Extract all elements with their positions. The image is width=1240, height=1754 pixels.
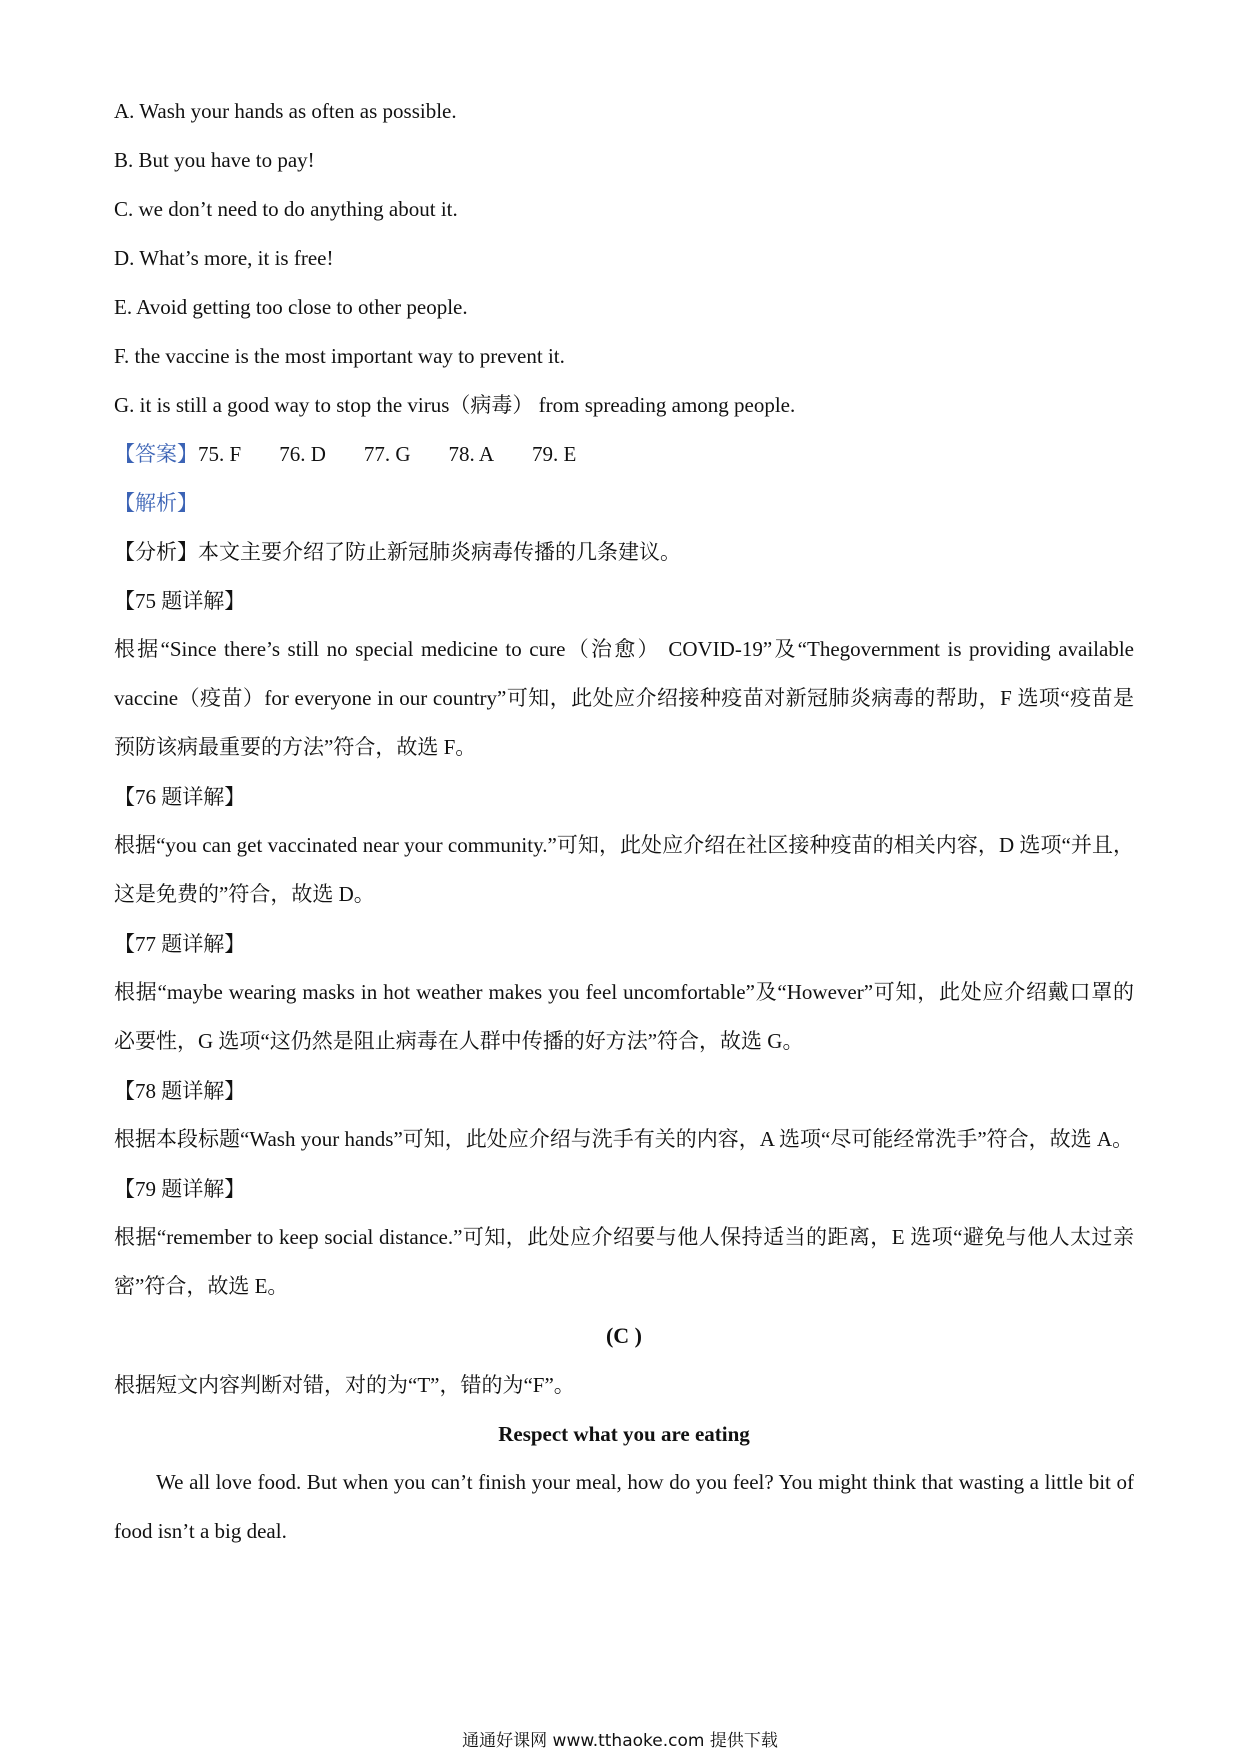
option-a: A. Wash your hands as often as possible. (114, 99, 457, 123)
summary: 【分析】本文主要介绍了防止新冠肺炎病毒传播的几条建议。 (114, 540, 681, 564)
answer-line (114, 439, 1134, 469)
passage-text: We all love food. But when you can’t finish your meal, how do you feel? You might think that wasting a little bit of food isn’t a big deal. (114, 1470, 1134, 1543)
answer-item: 79. E (532, 442, 577, 466)
passage-title: Respect what you are eating (498, 1422, 750, 1446)
option-d: D. What’s more, it is free! (114, 246, 334, 270)
detail-heading: 【79 题详解】 (114, 1177, 246, 1201)
option-e: E. Avoid getting too close to other people. (114, 295, 468, 319)
option-f: F. the vaccine is the most important way to prevent it. (114, 344, 565, 368)
document-page (114, 96, 1134, 1566)
detail-75 (114, 586, 1134, 772)
detail-text: 根据本段标题“Wash your hands”可知，此处应介绍与洗手有关的内容，A 选项“尽可能经常洗手”符合，故选 A。 (114, 1127, 1134, 1151)
detail-78 (114, 1076, 1134, 1164)
detail-heading: 【75 题详解】 (114, 589, 246, 613)
option-list (114, 96, 1134, 420)
detail-heading: 【77 题详解】 (114, 932, 246, 956)
detail-heading: 【78 题详解】 (114, 1079, 246, 1103)
detail-text: 根据“maybe wearing masks in hot weather makes you feel uncomfortable”及“However”可知，此处应介绍戴口罩的必要性，G 选项“这仍然是阻止病毒在人群中传播的好方法”符合，故选 G。 (114, 980, 1134, 1053)
detail-text: 根据“Since there’s still no special medicine to cure（治愈） COVID-19”及“Thegovernment is providing available vaccine（疫苗）for everyone in our country”可知，此处应介绍接种疫苗对新冠肺炎病毒的帮助，F 选项“疫苗是预防该病最重要的方法”符合，故选 F。 (114, 637, 1134, 759)
section-heading: (C ) (605, 1323, 643, 1348)
detail-text: 根据“you can get vaccinated near your community.”可知，此处应介绍在社区接种疫苗的相关内容，D 选项“并且，这是免费的”符合，故选 D。 (114, 833, 1134, 906)
answer-item: 75. F (198, 442, 242, 466)
analysis-label: 【解析】 (114, 491, 198, 515)
option-c: C. we don’t need to do anything about it. (114, 197, 458, 221)
option-b: B. But you have to pay! (114, 148, 315, 172)
detail-heading: 【76 题详解】 (114, 785, 246, 809)
option-g: G. it is still a good way to stop the virus（病毒） from spreading among people. (114, 393, 796, 417)
detail-text: 根据“remember to keep social distance.”可知，此处应介绍要与他人保持适当的距离，E 选项“避免与他人太过亲密”符合，故选 E。 (114, 1225, 1134, 1298)
detail-77 (114, 929, 1134, 1066)
instruction: 根据短文内容判断对错，对的为“T”，错的为“F”。 (114, 1373, 575, 1397)
detail-76 (114, 782, 1134, 919)
answer-item: 76. D (279, 442, 326, 466)
detail-79 (114, 1174, 1134, 1311)
answer-item: 77. G (363, 442, 411, 466)
answer-item: 78. A (448, 442, 495, 466)
answer-label: 【答案】 (114, 442, 198, 466)
page-footer: 通通好课网 www.tthaoke.com 提供下载 (462, 1731, 778, 1751)
